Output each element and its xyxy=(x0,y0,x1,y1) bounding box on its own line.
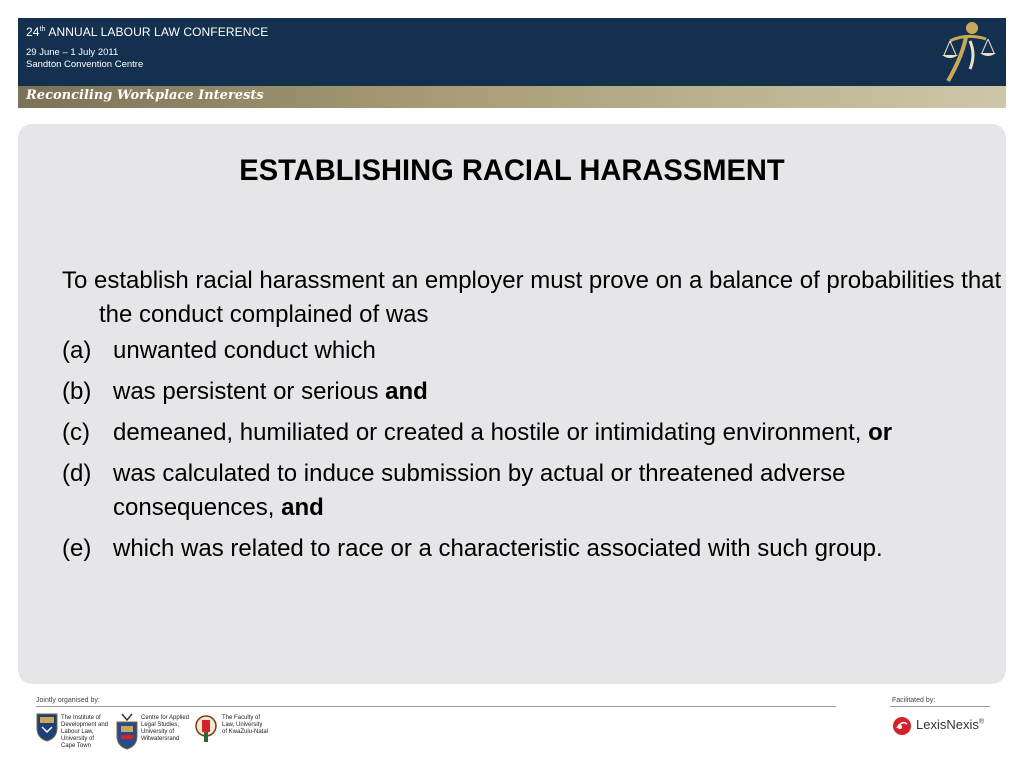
list-marker: (e) xyxy=(62,535,92,562)
organised-by-label: Jointly organised by: xyxy=(36,697,100,704)
list-item-text: was calculated to induce submission by actual or threatened adverse consequences, xyxy=(113,460,846,521)
intro-paragraph: To establish racial harassment an employer must prove on a balance of probabilities that the conduct complained of was xyxy=(62,267,1002,328)
lexisnexis-logo-icon xyxy=(892,716,912,736)
lexisnexis-logo xyxy=(892,716,992,736)
conference-venue: Sandton Convention Centre xyxy=(26,59,144,70)
list-item-conjunction: or xyxy=(868,419,893,446)
scales-of-justice-logo-icon xyxy=(932,19,1000,85)
footer-divider xyxy=(890,706,990,707)
conference-tagline: Reconciling Workplace Interests xyxy=(26,88,264,103)
university-crest-icon xyxy=(194,712,218,744)
list-marker: (c) xyxy=(62,419,90,446)
slide-title: ESTABLISHING RACIAL HARASSMENT xyxy=(239,154,785,187)
sponsor-name: LexisNexis® xyxy=(916,717,985,732)
list-item xyxy=(62,375,982,409)
partner-text: The Institute of Development and Labour Law, University of Cape Town xyxy=(61,715,109,749)
list-marker: (b) xyxy=(62,378,92,405)
list-item-text: demeaned, humiliated or created a hostile or intimidating environment, xyxy=(113,419,869,446)
university-crest-icon xyxy=(116,712,138,750)
tagline-band xyxy=(18,86,1006,108)
list-item xyxy=(62,334,982,368)
conference-title: 24th ANNUAL LABOUR LAW CONFERENCE xyxy=(26,25,269,39)
footer-divider xyxy=(36,706,836,707)
list-item-text: unwanted conduct which xyxy=(113,337,376,364)
university-crest-icon xyxy=(36,712,58,742)
criteria-list xyxy=(62,334,982,573)
slide-content-panel xyxy=(18,124,1006,684)
list-item xyxy=(62,532,982,566)
list-item-conjunction: and xyxy=(281,494,324,521)
partner-text: Centre for Applied Legal Studies, University of Witwatersrand xyxy=(141,715,190,742)
list-item-text: was persistent or serious xyxy=(113,378,386,405)
facilitated-by-label: Facilitated by: xyxy=(892,697,936,704)
list-item-conjunction: and xyxy=(385,378,428,405)
partner-text: The Faculty of Law, University of KwaZulu-Natal xyxy=(222,715,269,735)
list-marker: (d) xyxy=(62,460,92,487)
list-item xyxy=(62,457,982,525)
header-band xyxy=(18,18,1006,86)
list-marker: (a) xyxy=(62,337,92,364)
list-item xyxy=(62,416,982,450)
list-item-text: which was related to race or a characteristic associated with such group. xyxy=(113,535,883,562)
conference-dates: 29 June – 1 July 2011 xyxy=(26,47,119,58)
